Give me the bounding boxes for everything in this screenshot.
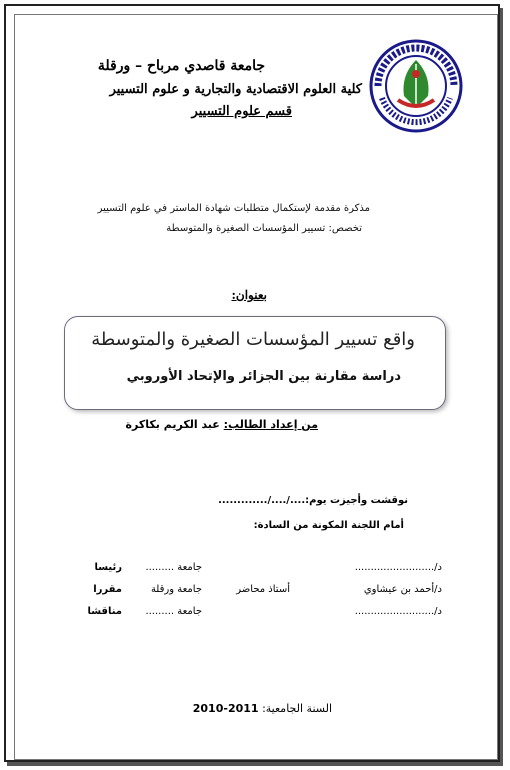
memo-specialty: تخصص: تسيير المؤسسات الصغيرة والمتوسطة — [166, 223, 362, 234]
jury-role: مقررا — [93, 584, 122, 595]
logo-star-icon — [412, 70, 420, 78]
title-label: بعنوان: — [231, 288, 267, 302]
jury-institution: جامعة ......... — [145, 606, 202, 617]
jury-row — [90, 562, 442, 580]
defense-date: نوقشت وأجيزت يوم:..../..../............. — [218, 495, 408, 506]
committee-line: أمام اللجنة المكونة من السادة: — [253, 520, 404, 531]
memo-purpose: مذكرة مقدمة لإستكمال متطلبات شهادة الماستر في علوم التسيير — [97, 203, 370, 214]
student-name: عبد الكريم بكاكرة — [125, 418, 220, 431]
university-name: جامعة قاصدي مرباح – ورقلة — [97, 58, 265, 74]
student-label: من إعداد الطالب: — [223, 418, 318, 431]
jury-institution: جامعة ورقلة — [150, 584, 202, 595]
thesis-subtitle: دراسة مقارنة بين الجزائر والإتحاد الأوروبي — [126, 369, 401, 384]
jury-name: د/......................... — [354, 562, 442, 573]
faculty-name: كلية العلوم الاقتصادية والتجارية و علوم التسيير — [109, 82, 362, 97]
university-logo — [368, 38, 464, 134]
student-block — [126, 418, 319, 431]
academic-year — [193, 702, 332, 715]
jury-row — [90, 584, 442, 602]
thesis-title: واقع تسيير المؤسسات الصغيرة والمتوسطة — [91, 329, 415, 350]
jury-row — [87, 606, 442, 624]
jury-rank: أستاذ محاضر — [236, 584, 290, 595]
jury-name: د/أحمد بن عيشاوي — [363, 584, 442, 595]
jury-role: رئيسا — [94, 562, 122, 573]
jury-name: د/......................... — [354, 606, 442, 617]
jury-institution: جامعة ......... — [145, 562, 202, 573]
academic-year-label: السنة الجامعية: — [262, 702, 332, 715]
title-box — [64, 316, 446, 410]
jury-role: مناقشا — [87, 606, 122, 617]
department-name: قسم علوم التسيير — [191, 104, 292, 119]
academic-year-value: 2011-2010 — [192, 702, 259, 715]
